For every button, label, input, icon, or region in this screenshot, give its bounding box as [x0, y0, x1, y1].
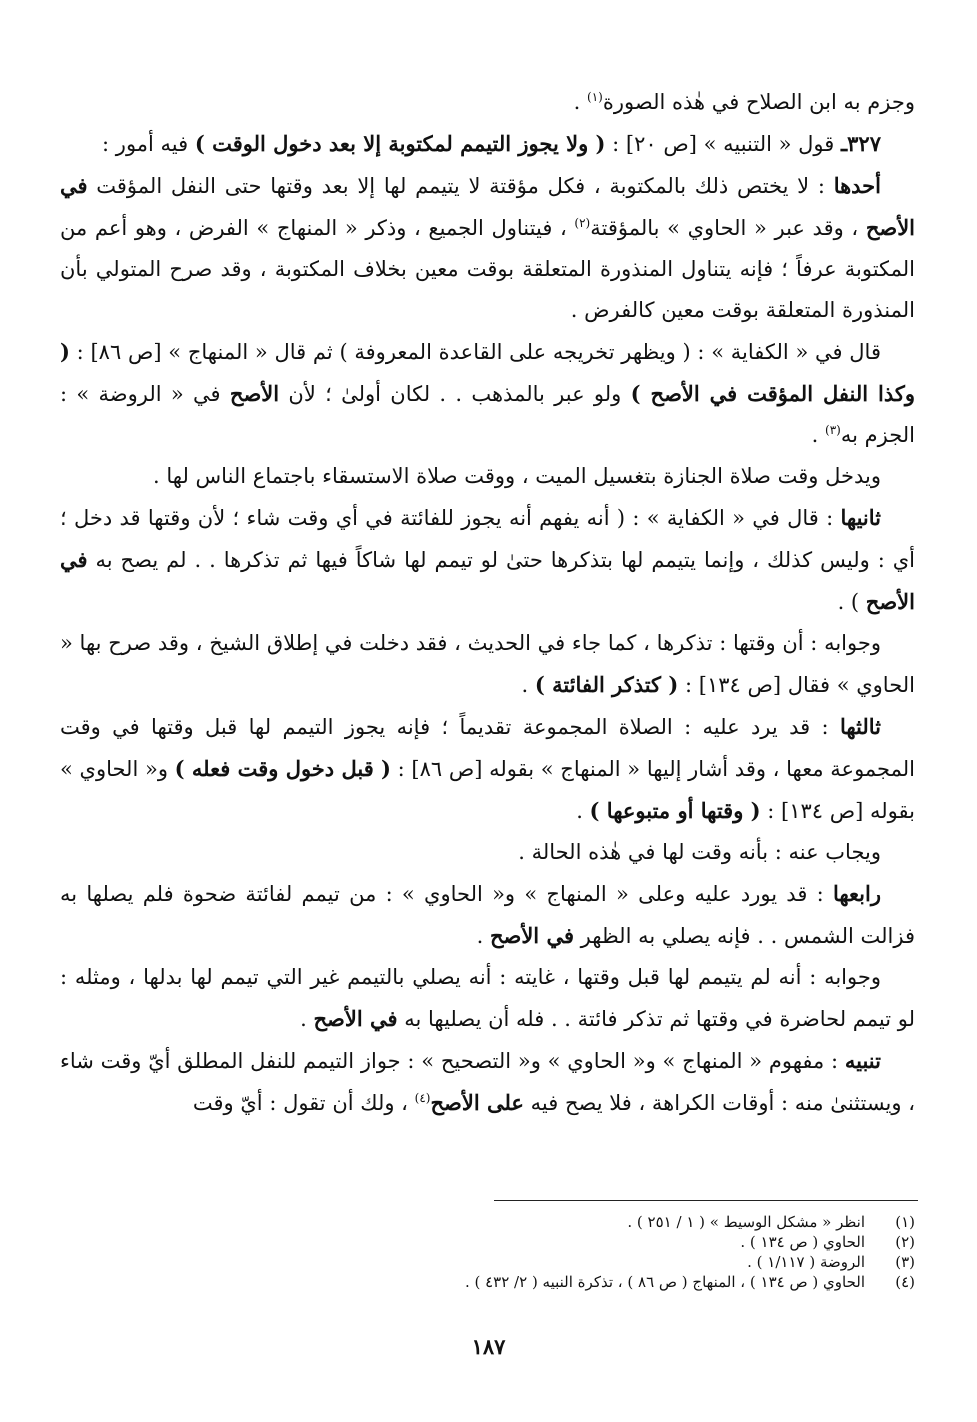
- text-run: ، ولك أن تقول : أيّ وقت: [192, 1091, 415, 1115]
- text-run: ، وقد عبر « الحاوي » بالمؤقتة: [590, 216, 866, 240]
- text-run: وجوابه : أن وقتها : تذكرها ، كما جاء في الحديث ، فقد دخلت في إطلاق الشيخ ، وقد صرح بها « الحاوي » فقال [ص ١٣٤] :: [60, 631, 915, 697]
- footnote-divider: [494, 1200, 918, 1201]
- footnote: [60, 1252, 915, 1272]
- point-heading: ثانيها: [840, 505, 881, 530]
- emphasis-text: على الأصح: [430, 1090, 524, 1115]
- footnote-number: (١): [895, 1213, 915, 1231]
- issue-number: ٣٢٧ـ: [841, 131, 881, 156]
- point-heading: تنبيه: [844, 1048, 881, 1073]
- paragraph: [60, 706, 915, 832]
- footnotes: [60, 1212, 915, 1292]
- point-heading: رابعها: [832, 881, 881, 906]
- footnote-text: الحاوي ( ص ١٣٤ ) ، المنهاج ( ص ٨٦ ) ، تذكرة النبيه ( ٢/ ٤٣٢ ) .: [464, 1273, 865, 1291]
- quoted-text: ( كتذكر الفائتة ): [534, 672, 679, 697]
- footnote: [60, 1232, 915, 1252]
- emphasis-text: في الأصح: [60, 547, 915, 614]
- page-number: ١٨٧: [471, 1334, 506, 1359]
- footnote-text: الحاوي ( ص ١٣٤ ) .: [740, 1233, 865, 1251]
- text-run: ولو عبر بالمذهب . . لكان أولىٰ ؛ لأن: [279, 382, 631, 406]
- paragraph: [60, 123, 915, 165]
- text-run: و« الحاوي » بقوله [ص ١٣٤] :: [60, 757, 915, 823]
- text-run: .: [811, 423, 826, 447]
- paragraph: ويجاب عنه : بأنه وقت لها في هٰذه الحالة .: [518, 840, 881, 864]
- text-run: .: [521, 673, 535, 697]
- text-run: : مفهوم « المنهاج » و« الحاوي » و« التصحيح » : جواز التيمم للنفل المطلق أيّ وقت شاء ، ويستثنىٰ منه : أوقات الكراهة ، فلا يصح فيه: [60, 1049, 915, 1115]
- emphasis-text: في الأصح: [313, 1006, 398, 1031]
- paragraph: [60, 497, 915, 623]
- quoted-text: ( قبل دخول وقت فعله ): [174, 756, 391, 781]
- quoted-text: ( ولا يجوز التيمم لمكتوبة إلا بعد دخول الوقت ): [194, 131, 606, 156]
- text-run: وجوابه : أنه لم يتيمم لها قبل وقتها ، غايته : أنه يصلي بالتيمم غير التي تيمم لها بدلها ، ومثله : لو تيمم لحاضرة في وقتها ثم تذكر فائتة . . فله أن يصليها به: [60, 965, 915, 1031]
- text-run: فيه أمور :: [102, 132, 195, 156]
- emphasis-text: في الأصح: [60, 173, 916, 240]
- text-run: في « الروضة » : الجزم به: [60, 382, 915, 447]
- footnote-number: (٣): [895, 1253, 915, 1271]
- text-run: : قال في « الكفاية » : ( أنه يفهم أنه يجوز للفائتة في أي وقت شاء ؛ لأن وقتها قد دخل ؛ أي : وليس كذلك ، وإنما يتيمم لها بتذكرها حتىٰ لو تيمم لها شاكاً فيها ثم تذكرها . . لم يصح به: [60, 506, 915, 572]
- paragraph: [60, 331, 915, 456]
- emphasis-text: الأصح: [229, 381, 280, 406]
- footnote: [60, 1212, 915, 1232]
- emphasis-text: في الأصح: [489, 923, 574, 948]
- text-run: ) .: [837, 590, 866, 614]
- text-run: : قد يرد عليه : الصلاة المجموعة تقديماً ؛ فإنه يجوز التيمم لها قبل وقتها في وقت المجموعة معها ، وقد أشار إليها « المنهاج » بقوله [ص ٨٦] :: [60, 715, 915, 781]
- text-run: : لا يختص ذلك بالمكتوبة ، فكل مؤقتة لا يتيمم لها إلا بعد وقتها حتى النفل المؤقت: [87, 174, 834, 198]
- text-run: قال في « الكفاية » : ( ويظهر تخريجه على القاعدة المعروفة ) ثم قال « المنهاج » [ص ٨٦] :: [69, 340, 881, 364]
- footnote: [60, 1272, 915, 1292]
- footnote-ref[interactable]: (٢): [574, 216, 591, 230]
- footnote-number: (٢): [895, 1233, 915, 1251]
- text-run: ، فيتناول الجميع ، وذكر « المنهاج » الفرض ، وهو أعم من المكتوبة عرفاً ؛ فإنه يتناول المنذورة المتعلقة بوقت معين بخلاف المكتوبة ، وقد صرح المتولي بأن المنذورة المتعلقة بوقت معين كالفرض .: [60, 216, 915, 322]
- text-run: .: [300, 1007, 314, 1031]
- footnote-number: (٤): [895, 1273, 915, 1291]
- footnote-ref[interactable]: (١): [587, 90, 603, 104]
- quoted-text: ( وقتها أو متبوعها ): [589, 798, 761, 823]
- paragraph: [60, 165, 915, 331]
- paragraph: [60, 957, 915, 1040]
- footnote-text: انظر « مشكل الوسيط » ( ١ / ٢٥١ ) .: [627, 1213, 865, 1231]
- text-run: وجزم به ابن الصلاح في هٰذه الصورة: [602, 90, 915, 114]
- text-run: .: [576, 799, 590, 823]
- text-run: .: [573, 90, 588, 114]
- paragraph: [60, 82, 915, 123]
- quoted-text: ( وكذا النفل المؤقت في الأصح ): [60, 339, 915, 406]
- paragraph: ويدخل وقت صلاة الجنازة بتغسيل الميت ، ووقت صلاة الاستسقاء باجتماع الناس لها .: [153, 464, 881, 488]
- paragraph: [60, 873, 915, 957]
- paragraph: [60, 1040, 915, 1124]
- point-heading: أحدها: [833, 173, 881, 198]
- main-text: [60, 82, 915, 1124]
- text-run: قول « التنبيه » [ص ٢٠] :: [605, 132, 841, 156]
- text-run: .: [476, 924, 490, 948]
- text-run: : قد يورد عليه وعلى « المنهاج » و« الحاوي » : من تيمم لفائتة ضحوة فلم يصلها به فزالت الشمس . . فإنه يصلي به الظهر: [60, 882, 915, 948]
- paragraph: [60, 623, 915, 706]
- footnote-ref[interactable]: (٣): [825, 423, 841, 437]
- footnote-text: الروضة ( ١/١١٧ ) .: [747, 1253, 865, 1271]
- footnote-ref[interactable]: (٤): [414, 1091, 431, 1105]
- point-heading: ثالثها: [839, 714, 881, 739]
